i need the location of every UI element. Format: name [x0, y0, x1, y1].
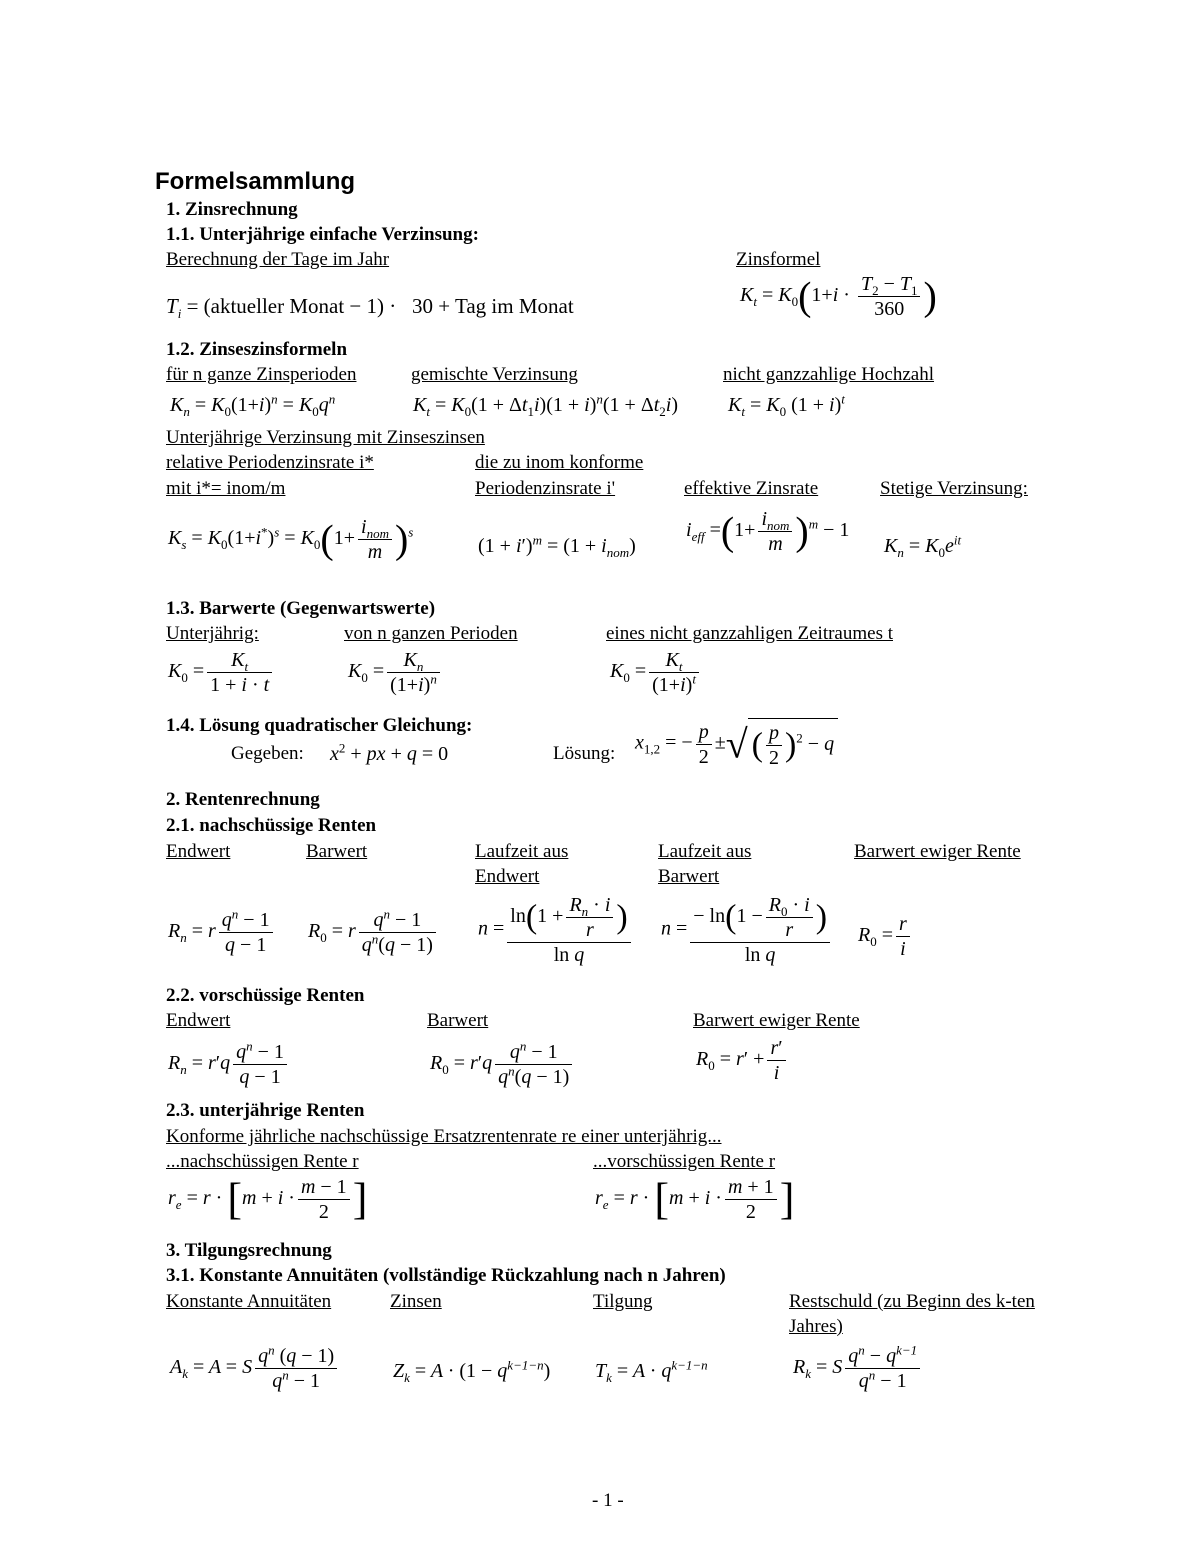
continuous-interest-label: Stetige Verzinsung: [880, 478, 1028, 499]
section-1-2-heading: 1.2. Zinseszinsformeln [166, 339, 348, 360]
section-1-3-heading: 1.3. Barwerte (Gegenwartswerte) [166, 598, 436, 619]
term-from-final-label-2: Endwert [475, 866, 540, 887]
formula-repayment: $T_k = A \cdot q^{k-1-n}$ [595, 1357, 708, 1385]
formula-subyear: $K_s = K_0(1+i^*)^s = K_0(1+$ $\frac{i_{nom}}{m}$ )$^s$ [168, 516, 414, 563]
interest-formula-label: Zinsformel [736, 249, 821, 270]
subyear-compound-label: Unterjährige Verzinsung mit Zinseszinsen [166, 427, 485, 448]
noninteger-period-label: eines nicht ganzzahligen Zeitraumes t [606, 623, 893, 644]
formula-effective: $i_{eff} =(1+$ $\frac{i_{nom}}{m}$ )$^m$ − 1 [686, 508, 850, 555]
formula-conform-arrears: $r_e = r \cdot [m + i$ · $\frac{m - 1}{2}$ ] [168, 1174, 368, 1224]
conform-annuity-label: Konforme jährliche nachschüssige Ersatzrentenrate re einer unterjährig... [166, 1126, 722, 1147]
subyear-label: Unterjährig: [166, 623, 259, 644]
term-from-present-label-2: Barwert [658, 866, 720, 887]
advance-annuity-label: ...vorschüssigen Rente r [593, 1151, 776, 1172]
remaining-debt-label: Restschuld (zu Beginn des k-ten [789, 1291, 1035, 1312]
formula-simple-interest: $K_t = K_0(1+i$ · $\frac{T_2 - T_1}{360}$ ) [740, 273, 937, 320]
effective-rate-label: effektive Zinsrate [684, 478, 819, 499]
formula-interest: $Z_k = A \cdot (1 - q^{k-1-n})$ [393, 1357, 551, 1385]
solution-label: Lösung: [553, 743, 616, 764]
formula-conform: $(1 + i')^m = (1 + i_{nom})$ [478, 532, 636, 560]
section-1-1-heading: 1.1. Unterjährige einfache Verzinsung: [166, 224, 479, 245]
page-title: Formelsammlung [155, 168, 356, 195]
formula-annuity-present: $R_0 = r$ $\frac{q^n - 1}{q^n(q - 1)}$ [308, 908, 439, 957]
formula-annuity-final: $R_n = r$ $\frac{q^n - 1}{q - 1}$ [168, 908, 276, 957]
conform-rate-label: die zu inom konforme [475, 452, 644, 473]
due-perpetuity-label: Barwert ewiger Rente [693, 1010, 860, 1031]
formula-term-present: n = − ln(1 − $\frac{R_0 \cdot i}{r}$ ) ln q [661, 893, 833, 967]
section-2-heading: 2. Rentenrechnung [166, 789, 320, 810]
relative-rate-def: mit i*= inom/m [166, 478, 286, 499]
whole-periods-label: für n ganze Zinsperioden [166, 364, 357, 385]
section-1-4-heading: 1.4. Lösung quadratischer Gleichung: [166, 715, 473, 736]
section-2-2-heading: 2.2. vorschüssige Renten [166, 985, 365, 1006]
remaining-debt-label-2: Jahres) [789, 1316, 843, 1337]
section-2-3-heading: 2.3. unterjährige Renten [166, 1100, 365, 1121]
formula-compound: $K_n = K_0(1+i)^n = K_0q^n$ [170, 391, 336, 419]
term-from-final-label: Laufzeit aus [475, 841, 569, 862]
due-final-label: Endwert [166, 1010, 231, 1031]
present-value-label: Barwert [306, 841, 368, 862]
formula-conform-advance: $r_e = r \cdot [m + i$ · $\frac{m + 1}{2}$ ] [595, 1174, 795, 1224]
perpetuity-label: Barwert ewiger Rente [854, 841, 1021, 862]
formula-due-present: $R_0 = r'q$ $\frac{q^n - 1}{q^n(q - 1)}$ [430, 1040, 575, 1089]
non-integer-exponent-label: nicht ganzzahlige Hochzahl [723, 364, 935, 385]
repayment-label: Tilgung [593, 1291, 653, 1312]
section-3-heading: 3. Tilgungsrechnung [166, 1240, 332, 1261]
formula-quadratic: x$^2$ + px + q = 0 [330, 740, 449, 765]
constant-annuity-label: Konstante Annuitäten [166, 1291, 332, 1312]
formula-pv-n: $K_0$ = $\frac{K_n}{(1+i)^n}$ [348, 648, 443, 697]
conform-rate-label-2: Periodenzinsrate i' [475, 478, 616, 499]
formula-continuous: $K_n = K_0e^{it}$ [884, 532, 962, 560]
due-present-label: Barwert [427, 1010, 489, 1031]
formula-annuity-constant: $A_k = A = S$ $\frac{q^n (q - 1)}{q^n - 1}$ [170, 1344, 340, 1393]
interest-label: Zinsen [390, 1291, 442, 1312]
n-periods-label: von n ganzen Perioden [344, 623, 518, 644]
formula-pv-subyear: $K_0$ = $\frac{K_t}{1 + i \cdot t}$ [168, 648, 275, 697]
section-3-1-heading: 3.1. Konstante Annuitäten (vollständige Rückzahlung nach n Jahren) [166, 1265, 726, 1286]
days-in-year-label: Berechnung der Tage im Jahr [166, 249, 390, 270]
formula-due-perpetuity: $R_0 = r'$ + $\frac{r'}{i}$ [696, 1036, 789, 1085]
section-2-1-heading: 2.1. nachschüssige Renten [166, 815, 377, 836]
arrears-annuity-label: ...nachschüssigen Rente r [166, 1151, 359, 1172]
relative-rate-label: relative Periodenzinsrate i* [166, 452, 374, 473]
formula-noninteger: $K_t = K_0$ $(1 + i)^t$ [728, 391, 845, 419]
formula-quadratic-solution: $x_{1,2}$ = − $\frac{p}{2}$ ±√ ( $\frac{p}{2}$ )$^2$ − q [635, 718, 838, 770]
formula-day-count: $T_i$ = (aktueller Monat − 1) · 30 + Tag im Monat [166, 294, 574, 322]
formula-remaining-debt: $R_k = S$ $\frac{q^n - q^{k-1}}{q^n - 1}$ [793, 1344, 923, 1393]
term-from-present-label: Laufzeit aus [658, 841, 752, 862]
formula-due-final: $R_n = r'q$ $\frac{q^n - 1}{q - 1}$ [168, 1040, 290, 1089]
formula-pv-t: $K_0$ = $\frac{K_t}{(1+i)^t}$ [610, 648, 702, 697]
section-1-heading: 1. Zinsrechnung [166, 199, 298, 220]
mixed-interest-label: gemischte Verzinsung [411, 364, 578, 385]
formula-mixed: $K_t = K_0(1 + \Delta t_1i)(1 + i)^n(1 + \Delta t_2i)$ [413, 391, 678, 419]
final-value-label: Endwert [166, 841, 231, 862]
formula-perpetuity: $R_0$ = $\frac{r}{i}$ [858, 912, 913, 961]
formula-term-final: n = ln(1 + $\frac{R_n \cdot i}{r}$ ) ln q [478, 893, 634, 967]
page-number: - 1 - [592, 1490, 624, 1511]
given-label: Gegeben: [231, 743, 304, 764]
